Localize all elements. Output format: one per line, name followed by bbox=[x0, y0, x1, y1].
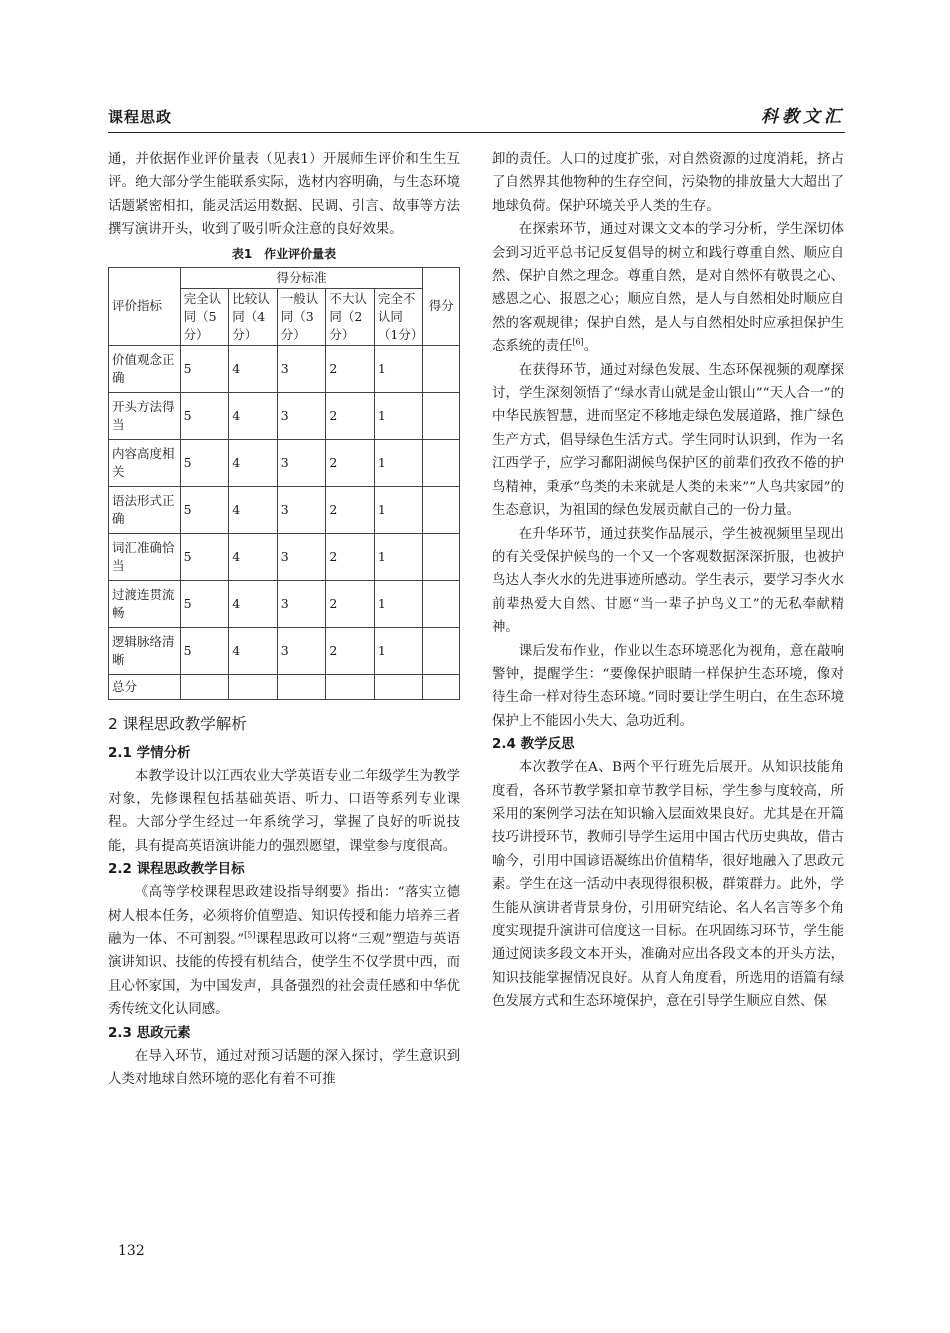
indicator-header: 评价指标 bbox=[109, 267, 181, 345]
section-2-3-body: 在导入环节，通过对预习话题的深入探讨，学生意识到人类对地球自然环境的恶化有着不可推 bbox=[108, 1048, 460, 1088]
section-2-4-body: 本次教学在A、B两个平行班先后展开。从知识技能角度看，各环节教学紧扣章节教学目标，学生参与度较高，所采用的案例学习法在知识输入层面效果良好。尤其是在开篇技巧讲授环节，教师引导学生运用中国古代历史典故，借古喻今，引用中国谚语凝练出价值精华，很好地融入了思政元素。学生在这一活动中表现得很积极，群策群力。此外，学生能从演讲者背景身份，引用研究结论、名人名言等多个角度实现提升演讲可信度这一目标。在巩固练习环节，学生能通过阅读多段文本开头，准确对应出各段文本的开头方法，知识技能掌握情况良好。从育人角度看，所选用的语篇有绿色发展方式和生态环境保护，意在引导学生顺应自然、保 bbox=[492, 760, 844, 1010]
score-cell: 5 bbox=[180, 392, 229, 439]
indicator-cell: 开头方法得当 bbox=[109, 392, 181, 439]
empty-score-cell bbox=[423, 486, 460, 533]
empty-cell bbox=[229, 674, 278, 699]
empty-score-cell bbox=[423, 627, 460, 674]
section-2-1-body: 本教学设计以江西农业大学英语专业二年级学生为教学对象，先修课程包括基础英语、听力、口语等系列专业课程。大部分学生经过一年系统学习，掌握了良好的听说技能，具有提高英语演讲能力的强烈愿望，课堂参与度很高。 bbox=[108, 768, 460, 854]
empty-score-cell bbox=[423, 345, 460, 392]
score-cell: 5 bbox=[180, 345, 229, 392]
paragraph-text: 课程思政可以将“三观”塑造与英语演讲知识、技能的传授有机结合，使学生不仅学贯中西，而且心怀家国，为中国发声，具备强烈的社会责任感和中华优秀传统文化认同感。 bbox=[108, 932, 460, 1018]
empty-cell bbox=[277, 674, 326, 699]
citation-mark: [6] bbox=[572, 337, 584, 347]
score-cell: 2 bbox=[326, 392, 375, 439]
score-cell: 5 bbox=[180, 627, 229, 674]
score-cell: 5 bbox=[180, 580, 229, 627]
score-cell: 2 bbox=[326, 533, 375, 580]
table-row bbox=[109, 392, 460, 439]
score-cell: 2 bbox=[326, 627, 375, 674]
score-cell: 4 bbox=[229, 345, 278, 392]
table-row bbox=[109, 580, 460, 627]
score-column-header: 一般认同（3分） bbox=[277, 288, 326, 345]
score-cell: 5 bbox=[180, 486, 229, 533]
intro-paragraph: 通，并依据作业评价量表（见表1）开展师生评价和生生互评。绝大部分学生能联系实际，选材内容明确，与生态环境话题紧密相扣，能灵活运用数据、民调、引言、故事等方法撰写演讲开头，收到了吸引听众注意的良好效果。 bbox=[108, 152, 460, 238]
score-column-header: 完全认同（5分） bbox=[180, 288, 229, 345]
section-name: 课程思政 bbox=[108, 108, 173, 126]
table-row bbox=[109, 439, 460, 486]
score-cell: 1 bbox=[374, 392, 423, 439]
score-cell: 4 bbox=[229, 627, 278, 674]
citation-mark: [5] bbox=[244, 930, 256, 940]
score-cell: 1 bbox=[374, 486, 423, 533]
indicator-cell: 内容高度相关 bbox=[109, 439, 181, 486]
section-2-4-heading: 2.4 教学反思 bbox=[492, 736, 575, 753]
score-cell: 3 bbox=[277, 533, 326, 580]
section-2-heading: 2 课程思政教学解析 bbox=[108, 714, 247, 733]
score-cell: 2 bbox=[326, 345, 375, 392]
score-column-header: 不大认同（2分） bbox=[326, 288, 375, 345]
score-cell: 4 bbox=[229, 439, 278, 486]
empty-score-cell bbox=[423, 439, 460, 486]
empty-cell bbox=[374, 674, 423, 699]
left-column bbox=[108, 148, 460, 1092]
header-rule bbox=[108, 132, 845, 133]
table-row bbox=[109, 345, 460, 392]
score-group-header: 得分标准 bbox=[180, 267, 423, 288]
total-label-cell: 总分 bbox=[109, 674, 181, 699]
total-score-header: 得分 bbox=[423, 267, 460, 345]
indicator-cell: 价值观念正确 bbox=[109, 345, 181, 392]
score-cell: 3 bbox=[277, 392, 326, 439]
empty-score-cell bbox=[423, 533, 460, 580]
empty-score-cell bbox=[423, 392, 460, 439]
score-cell: 1 bbox=[374, 345, 423, 392]
score-cell: 4 bbox=[229, 392, 278, 439]
score-cell: 3 bbox=[277, 345, 326, 392]
score-column-header: 完全不认同（1分） bbox=[374, 288, 423, 345]
section-2-3-heading: 2.3 思政元素 bbox=[108, 1024, 191, 1041]
score-column-header: 比较认同（4分） bbox=[229, 288, 278, 345]
score-cell: 4 bbox=[229, 486, 278, 533]
quote-text: 《高等学校课程思政建设指导纲要》指出：“落实立德树人根本任务，必须将价值塑造、知识传授和能力培养三者融为一体、不可割裂。” bbox=[108, 885, 460, 948]
page-number: 132 bbox=[118, 1243, 145, 1259]
indicator-cell: 逻辑脉络清晰 bbox=[109, 627, 181, 674]
empty-cell bbox=[180, 674, 229, 699]
table-row bbox=[109, 533, 460, 580]
total-row bbox=[109, 674, 460, 699]
score-cell: 3 bbox=[277, 580, 326, 627]
paragraph-text: 在探索环节，通过对课文文本的学习分析，学生深切体会到习近平总书记反复倡导的树立和践行尊重自然、顺应自然、保护自然之理念。尊重自然，是对自然怀有敬畏之心、感恩之心、报恩之心；顺应自然，是人与自然相处时顺应自然的客观规律；保护自然，是人与自然相处时应承担保护生态系统的责任 bbox=[492, 222, 844, 355]
score-cell: 1 bbox=[374, 533, 423, 580]
score-cell: 2 bbox=[326, 580, 375, 627]
indicator-cell: 过渡连贯流畅 bbox=[109, 580, 181, 627]
evaluation-table bbox=[108, 267, 460, 700]
section-2-2-body bbox=[108, 881, 460, 1021]
score-cell: 4 bbox=[229, 533, 278, 580]
homework-paragraph: 课后发布作业，作业以生态环境恶化为视角，意在敲响警钟，提醒学生：“要像保护眼睛一样保护生态环境，像对待生命一样对待生态环境。”同时要让学生明白，在生态环境保护上不能因小失大、急功近利。 bbox=[492, 643, 844, 729]
score-cell: 1 bbox=[374, 627, 423, 674]
running-header bbox=[108, 100, 845, 130]
table-row bbox=[109, 486, 460, 533]
journal-logo: 科教文汇 bbox=[761, 107, 845, 127]
score-cell: 2 bbox=[326, 439, 375, 486]
indicator-cell: 词汇准确恰当 bbox=[109, 533, 181, 580]
paragraph-end: 。 bbox=[583, 339, 598, 355]
score-cell: 5 bbox=[180, 439, 229, 486]
continuation-paragraph: 卸的责任。人口的过度扩张，对自然资源的过度消耗，挤占了自然界其他物种的生存空间，污染物的排放量大大超出了地球负荷。保护环境关乎人类的生存。 bbox=[492, 152, 844, 214]
score-cell: 1 bbox=[374, 580, 423, 627]
explore-paragraph bbox=[492, 218, 844, 358]
score-cell: 2 bbox=[326, 486, 375, 533]
score-cell: 1 bbox=[374, 439, 423, 486]
indicator-cell: 语法形式正确 bbox=[109, 486, 181, 533]
score-cell: 3 bbox=[277, 627, 326, 674]
table-row bbox=[109, 627, 460, 674]
empty-score-cell bbox=[423, 580, 460, 627]
right-column bbox=[492, 148, 844, 1014]
score-cell: 4 bbox=[229, 580, 278, 627]
section-2-2-heading: 2.2 课程思政教学目标 bbox=[108, 861, 245, 878]
elevate-paragraph: 在升华环节，通过获奖作品展示，学生被视频里呈现出的有关受保护候鸟的一个又一个客观数据深深折服，也被护鸟达人李火水的先进事迹所感动。学生表示，要学习李火水前辈热爱大自然、甘愿“当一辈子护鸟义工”的无私奉献精神。 bbox=[492, 526, 844, 636]
section-2-1-heading: 2.1 学情分析 bbox=[108, 744, 191, 761]
table-caption: 表1 作业评价量表 bbox=[231, 246, 337, 261]
acquire-paragraph: 在获得环节，通过对绿色发展、生态环保视频的观摩探讨，学生深刻领悟了“绿水青山就是金山银山”“天人合一”的中华民族智慧，进而坚定不移地走绿色发展道路，推广绿色生产方式，倡导绿色生活方式。学生同时认识到，作为一名江西学子，应学习鄱阳湖候鸟保护区的前辈们孜孜不倦的护鸟精神，秉承“鸟类的未来就是人类的未来”“人鸟共家园”的生态意识，为祖国的绿色发展贡献自己的一份力量。 bbox=[492, 362, 844, 519]
score-cell: 3 bbox=[277, 486, 326, 533]
empty-cell bbox=[423, 674, 460, 699]
empty-cell bbox=[326, 674, 375, 699]
score-cell: 3 bbox=[277, 439, 326, 486]
score-cell: 5 bbox=[180, 533, 229, 580]
